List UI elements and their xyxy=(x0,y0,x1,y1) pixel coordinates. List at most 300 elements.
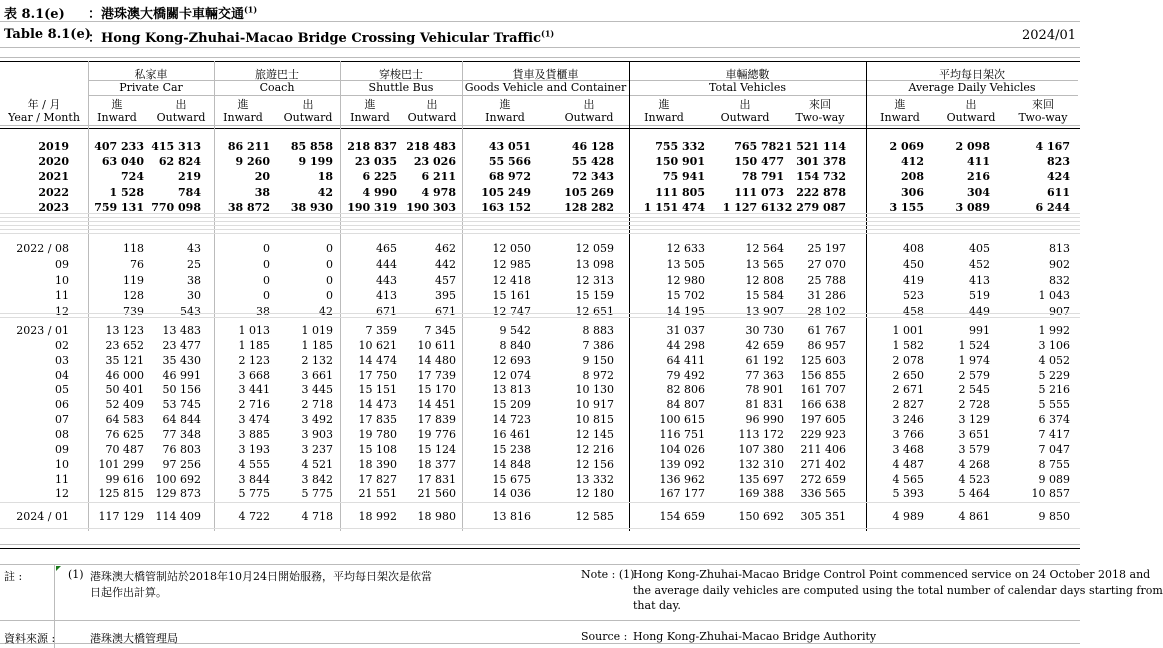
table-cell: 23 026 xyxy=(413,155,456,169)
table-cell: 902 xyxy=(1049,257,1070,271)
table-cell: 4 487 xyxy=(892,457,924,471)
table-cell: 75 941 xyxy=(662,170,705,184)
table-cell: 759 131 xyxy=(94,200,144,214)
table-cell: 38 872 xyxy=(227,200,270,214)
table-cell: 222 878 xyxy=(796,185,846,199)
table-cell: 17 827 xyxy=(358,472,397,486)
table-cell: 18 377 xyxy=(417,457,456,471)
table-cell: 132 310 xyxy=(738,457,784,471)
sub-header-zh: 進 xyxy=(499,98,511,111)
table-cell: 2 098 xyxy=(955,140,990,153)
table-cell: 8 883 xyxy=(582,324,614,337)
sub-header-zh: 出 xyxy=(426,98,438,111)
source-label-zh: 資料來源 : xyxy=(4,632,56,645)
table-cell: 6 374 xyxy=(1038,413,1070,427)
sub-header-en: Inward xyxy=(97,111,137,124)
table-cell: 167 177 xyxy=(659,487,705,501)
table-cell: 28 102 xyxy=(807,305,846,319)
row-label: 2020 xyxy=(38,155,69,169)
table-cell: 450 xyxy=(903,257,924,271)
table-cell: 5 216 xyxy=(1038,383,1070,397)
table-cell: 218 483 xyxy=(406,140,456,153)
table-cell: 1 001 xyxy=(892,324,924,337)
table-cell: 301 378 xyxy=(796,155,846,169)
table-title-zh: ：港珠澳大橋關卡車輛交通$^{(1)}$ xyxy=(88,4,258,22)
table-cell: 4 555 xyxy=(238,457,270,471)
row-label: 12 xyxy=(55,305,69,319)
table-cell: 7 386 xyxy=(582,338,614,352)
table-cell: 5 464 xyxy=(958,487,990,501)
sub-header-en: Two-way xyxy=(795,111,845,124)
table-cell: 208 xyxy=(901,170,924,184)
table-cell: 457 xyxy=(435,273,456,287)
sub-header-zh: 進 xyxy=(658,98,670,111)
table-cell: 38 xyxy=(254,185,270,199)
table-cell: 1 185 xyxy=(301,338,333,352)
table-cell: 23 652 xyxy=(105,338,144,352)
table-cell: 166 638 xyxy=(800,398,846,412)
table-cell: 1 019 xyxy=(301,324,333,337)
table-cell: 3 766 xyxy=(892,427,924,441)
row-label: 03 xyxy=(55,353,69,367)
row-label: 2023 xyxy=(38,200,69,214)
table-cell: 10 917 xyxy=(575,398,614,412)
table-cell: 139 092 xyxy=(659,457,705,471)
table-cell: 13 332 xyxy=(575,472,614,486)
row-label: 2021 xyxy=(38,170,69,184)
table-cell: 13 505 xyxy=(666,257,705,271)
table-cell: 211 406 xyxy=(800,442,846,456)
group-header-zh: 穿梭巴士 xyxy=(379,68,423,81)
table-cell: 81 831 xyxy=(745,398,784,412)
table-cell: 150 477 xyxy=(734,155,784,169)
table-cell: 12 980 xyxy=(666,273,705,287)
table-cell: 50 401 xyxy=(105,383,144,397)
table-cell: 2 716 xyxy=(238,398,270,412)
table-cell: 113 172 xyxy=(738,427,784,441)
table-cell: 1 974 xyxy=(958,353,990,367)
row-label: 06 xyxy=(55,398,69,412)
table-cell: 14 723 xyxy=(492,413,531,427)
sub-header-zh: 出 xyxy=(302,98,314,111)
table-cell: 161 707 xyxy=(800,383,846,397)
table-cell: 68 972 xyxy=(488,170,531,184)
table-cell: 611 xyxy=(1047,185,1070,199)
note-text-zh-2: 日起作出計算。 xyxy=(90,586,167,599)
table-cell: 724 xyxy=(121,170,144,184)
table-cell: 27 070 xyxy=(807,257,846,271)
table-cell: 100 692 xyxy=(155,472,201,486)
table-cell: 21 560 xyxy=(417,487,456,501)
table-cell: 272 659 xyxy=(800,472,846,486)
table-cell: 2 671 xyxy=(892,383,924,397)
group-header-zh: 私家車 xyxy=(134,68,168,81)
table-cell: 1 524 xyxy=(958,338,990,352)
table-cell: 86 957 xyxy=(807,338,846,352)
table-cell: 154 659 xyxy=(659,510,705,523)
table-cell: 77 348 xyxy=(162,427,201,441)
table-cell: 6 211 xyxy=(421,170,456,184)
table-cell: 105 269 xyxy=(564,185,614,199)
table-cell: 12 059 xyxy=(575,242,614,255)
table-cell: 9 260 xyxy=(235,155,270,169)
sub-header-zh: 出 xyxy=(739,98,751,111)
row-label: 12 xyxy=(55,487,69,501)
table-cell: 190 319 xyxy=(347,200,397,214)
row-label: 09 xyxy=(55,257,69,271)
period-header-zh: 年 / 月 xyxy=(27,98,61,111)
table-cell: 413 xyxy=(969,273,990,287)
table-cell: 1 185 xyxy=(238,338,270,352)
table-cell: 150 901 xyxy=(655,155,705,169)
table-cell: 169 388 xyxy=(738,487,784,501)
table-cell: 17 831 xyxy=(417,472,456,486)
table-cell: 543 xyxy=(180,305,201,319)
sub-header-en: Outward xyxy=(283,111,333,124)
table-cell: 163 152 xyxy=(481,200,531,214)
table-cell: 3 492 xyxy=(301,413,333,427)
table-cell: 1 013 xyxy=(238,324,270,337)
table-cell: 4 523 xyxy=(958,472,990,486)
table-cell: 0 xyxy=(326,273,333,287)
table-cell: 12 693 xyxy=(492,353,531,367)
table-cell: 443 xyxy=(376,273,397,287)
row-label: 07 xyxy=(55,413,69,427)
table-cell: 5 775 xyxy=(238,487,270,501)
table-cell: 3 844 xyxy=(238,472,270,486)
table-cell: 4 052 xyxy=(1038,353,1070,367)
table-cell: 7 047 xyxy=(1038,442,1070,456)
sub-header-en: Outward xyxy=(720,111,770,124)
table-label-zh: 表 8.1(e) xyxy=(4,7,65,22)
table-cell: 25 788 xyxy=(807,273,846,287)
table-cell: 9 150 xyxy=(582,353,614,367)
row-label: 09 xyxy=(55,442,69,456)
table-cell: 35 430 xyxy=(162,353,201,367)
note-text-en-1: Hong Kong-Zhuhai-Macao Bridge Control Point commenced service on 24 October 2018 and xyxy=(633,568,1151,581)
table-cell: 14 480 xyxy=(417,353,456,367)
table-cell: 1 528 xyxy=(109,185,144,199)
table-cell: 12 633 xyxy=(666,242,705,255)
table-cell: 53 745 xyxy=(162,398,201,412)
source-text-zh: 港珠澳大橋管理局 xyxy=(90,632,178,645)
table-cell: 2 078 xyxy=(892,353,924,367)
table-cell: 411 xyxy=(967,155,990,169)
table-cell: 13 816 xyxy=(492,510,531,523)
table-cell: 6 225 xyxy=(362,170,397,184)
table-cell: 10 130 xyxy=(575,383,614,397)
table-cell: 84 807 xyxy=(666,398,705,412)
table-cell: 412 xyxy=(901,155,924,169)
table-cell: 13 907 xyxy=(745,305,784,319)
table-cell: 5 229 xyxy=(1038,368,1070,382)
row-label: 08 xyxy=(55,427,69,441)
table-cell: 755 332 xyxy=(655,140,705,153)
table-cell: 458 xyxy=(903,305,924,319)
table-cell: 442 xyxy=(435,257,456,271)
table-cell: 3 246 xyxy=(892,413,924,427)
sub-header-zh: 出 xyxy=(583,98,595,111)
sub-header-zh: 進 xyxy=(894,98,906,111)
table-cell: 9 542 xyxy=(499,324,531,337)
table-cell: 305 351 xyxy=(800,510,846,523)
table-cell: 2 650 xyxy=(892,368,924,382)
table-cell: 8 840 xyxy=(499,338,531,352)
table-cell: 13 813 xyxy=(492,383,531,397)
sub-header-zh: 進 xyxy=(237,98,249,111)
table-cell: 2 069 xyxy=(889,140,924,153)
row-label: 2019 xyxy=(38,140,69,153)
table-cell: 12 651 xyxy=(575,305,614,319)
table-cell: 64 411 xyxy=(666,353,705,367)
table-cell: 739 xyxy=(123,305,144,319)
table-cell: 15 124 xyxy=(417,442,456,456)
table-cell: 671 xyxy=(376,305,397,319)
table-cell: 23 035 xyxy=(354,155,397,169)
table-cell: 12 747 xyxy=(492,305,531,319)
group-header-en: Shuttle Bus xyxy=(368,81,434,94)
sub-header-zh: 出 xyxy=(175,98,187,111)
table-cell: 5 555 xyxy=(1038,398,1070,412)
table-cell: 15 209 xyxy=(492,398,531,412)
table-cell: 770 098 xyxy=(151,200,201,214)
table-cell: 13 123 xyxy=(105,324,144,337)
table-cell: 3 579 xyxy=(958,442,990,456)
period-header-en: Year / Month xyxy=(8,111,80,124)
table-cell: 765 782 xyxy=(734,140,784,153)
table-cell: 44 298 xyxy=(666,338,705,352)
table-cell: 12 050 xyxy=(492,242,531,255)
table-cell: 2 579 xyxy=(958,368,990,382)
table-cell: 12 216 xyxy=(575,442,614,456)
table-cell: 12 313 xyxy=(575,273,614,287)
table-cell: 832 xyxy=(1049,273,1070,287)
table-cell: 9 850 xyxy=(1038,510,1070,523)
table-cell: 15 161 xyxy=(492,289,531,303)
table-cell: 10 815 xyxy=(575,413,614,427)
table-cell: 6 244 xyxy=(1035,200,1070,214)
table-cell: 61 767 xyxy=(807,324,846,337)
table-cell: 4 268 xyxy=(958,457,990,471)
table-cell: 129 873 xyxy=(155,487,201,501)
table-cell: 82 806 xyxy=(666,383,705,397)
table-cell: 18 xyxy=(317,170,333,184)
sub-header-en: Outward xyxy=(156,111,206,124)
table-cell: 2 545 xyxy=(958,383,990,397)
table-cell: 424 xyxy=(1047,170,1070,184)
table-cell: 100 615 xyxy=(659,413,705,427)
table-cell: 3 193 xyxy=(238,442,270,456)
group-header-en: Private Car xyxy=(119,81,183,94)
table-cell: 30 xyxy=(187,289,201,303)
table-cell: 405 xyxy=(969,242,990,255)
table-cell: 15 159 xyxy=(575,289,614,303)
table-cell: 101 299 xyxy=(98,457,144,471)
table-cell: 15 151 xyxy=(358,383,397,397)
table-cell: 15 238 xyxy=(492,442,531,456)
table-cell: 413 xyxy=(376,289,397,303)
table-cell: 46 991 xyxy=(162,368,201,382)
table-cell: 13 483 xyxy=(162,324,201,337)
group-header-zh: 平均每日架次 xyxy=(939,68,1005,81)
sub-header-zh: 進 xyxy=(111,98,123,111)
group-header-zh: 貨車及貨櫃車 xyxy=(512,68,579,81)
table-cell: 3 474 xyxy=(238,413,270,427)
sub-header-zh: 出 xyxy=(965,98,977,111)
table-cell: 30 730 xyxy=(745,324,784,337)
table-cell: 0 xyxy=(263,273,270,287)
table-cell: 449 xyxy=(969,305,990,319)
table-cell: 12 074 xyxy=(492,368,531,382)
table-cell: 4 521 xyxy=(301,457,333,471)
row-label: 2022 / 08 xyxy=(16,242,69,255)
group-header-en: Total Vehicles xyxy=(709,81,786,94)
table-cell: 61 192 xyxy=(745,353,784,367)
table-cell: 31 037 xyxy=(666,324,705,337)
table-cell: 0 xyxy=(326,289,333,303)
row-label: 2022 xyxy=(38,185,69,199)
table-cell: 18 992 xyxy=(358,510,397,523)
sub-header-en: Outward xyxy=(946,111,996,124)
table-cell: 4 861 xyxy=(958,510,990,523)
table-cell: 76 xyxy=(130,257,144,271)
table-cell: 55 428 xyxy=(571,155,614,169)
table-cell: 1 151 474 xyxy=(643,200,705,214)
table-cell: 3 445 xyxy=(301,383,333,397)
table-cell: 14 473 xyxy=(358,398,397,412)
table-cell: 13 565 xyxy=(745,257,784,271)
table-cell: 1 992 xyxy=(1038,324,1070,337)
table-cell: 0 xyxy=(326,257,333,271)
table-cell: 3 842 xyxy=(301,472,333,486)
table-cell: 9 199 xyxy=(298,155,333,169)
sub-header-en: Inward xyxy=(644,111,684,124)
table-cell: 10 621 xyxy=(358,338,397,352)
sub-header-en: Inward xyxy=(223,111,263,124)
table-cell: 784 xyxy=(178,185,201,199)
table-cell: 70 487 xyxy=(105,442,144,456)
table-cell: 128 282 xyxy=(564,200,614,214)
table-cell: 76 803 xyxy=(162,442,201,456)
table-cell: 31 286 xyxy=(807,289,846,303)
table-cell: 17 750 xyxy=(358,368,397,382)
table-cell: 150 692 xyxy=(738,510,784,523)
sub-header-en: Inward xyxy=(350,111,390,124)
table-cell: 12 180 xyxy=(575,487,614,501)
table-cell: 3 441 xyxy=(238,383,270,397)
table-cell: 415 313 xyxy=(151,140,201,153)
table-cell: 35 121 xyxy=(105,353,144,367)
table-cell: 64 844 xyxy=(162,413,201,427)
table-cell: 306 xyxy=(901,185,924,199)
table-cell: 7 345 xyxy=(424,324,456,337)
group-header-zh: 車輛總數 xyxy=(725,68,770,81)
table-cell: 407 233 xyxy=(94,140,144,153)
table-cell: 77 363 xyxy=(745,368,784,382)
table-cell: 671 xyxy=(435,305,456,319)
table-cell: 21 551 xyxy=(358,487,397,501)
table-cell: 3 668 xyxy=(238,368,270,382)
table-cell: 3 885 xyxy=(238,427,270,441)
table-cell: 86 211 xyxy=(227,140,270,153)
table-cell: 99 616 xyxy=(105,472,144,486)
table-cell: 76 625 xyxy=(105,427,144,441)
row-label: 10 xyxy=(55,273,69,287)
table-cell: 154 732 xyxy=(796,170,846,184)
table-cell: 12 808 xyxy=(745,273,784,287)
table-cell: 125 603 xyxy=(800,353,846,367)
table-cell: 229 923 xyxy=(800,427,846,441)
table-cell: 3 237 xyxy=(301,442,333,456)
group-header-en: Average Daily Vehicles xyxy=(908,81,1036,94)
table-cell: 0 xyxy=(263,289,270,303)
table-cell: 64 583 xyxy=(105,413,144,427)
table-cell: 465 xyxy=(376,242,397,255)
table-cell: 78 791 xyxy=(741,170,784,184)
table-cell: 3 089 xyxy=(955,200,990,214)
table-cell: 16 461 xyxy=(492,427,531,441)
table-cell: 55 566 xyxy=(488,155,531,169)
group-header-zh: 旅遊巴士 xyxy=(255,68,299,81)
table-cell: 8 972 xyxy=(582,368,614,382)
table-cell: 14 036 xyxy=(492,487,531,501)
table-cell: 125 815 xyxy=(98,487,144,501)
table-cell: 271 402 xyxy=(800,457,846,471)
table-cell: 12 564 xyxy=(745,242,784,255)
table-cell: 15 170 xyxy=(417,383,456,397)
table-cell: 13 098 xyxy=(575,257,614,271)
table-cell: 25 197 xyxy=(807,242,846,255)
note-label-zh: 註 : xyxy=(4,570,23,583)
table-cell: 42 xyxy=(317,185,333,199)
table-cell: 3 155 xyxy=(889,200,924,214)
table-title-en: ：Hong Kong-Zhuhai-Macao Bridge Crossing Vehicular Traffic$^{(1)}$ xyxy=(88,28,555,46)
table-cell: 14 848 xyxy=(492,457,531,471)
table-cell: 813 xyxy=(1049,242,1070,255)
source-label-en: Source : xyxy=(581,630,628,643)
note-text-en-2: the average daily vehicles are computed using the total number of calendar days starting from xyxy=(633,584,1163,597)
table-cell: 8 755 xyxy=(1038,457,1070,471)
table-cell: 2 279 087 xyxy=(784,200,846,214)
table-cell: 197 605 xyxy=(800,413,846,427)
table-cell: 156 855 xyxy=(800,368,846,382)
table-cell: 4 722 xyxy=(238,510,270,523)
sub-header-zh: 進 xyxy=(364,98,376,111)
table-cell: 14 474 xyxy=(358,353,397,367)
table-cell: 519 xyxy=(969,289,990,303)
table-cell: 17 739 xyxy=(417,368,456,382)
table-cell: 4 990 xyxy=(362,185,397,199)
table-cell: 0 xyxy=(263,257,270,271)
table-cell: 216 xyxy=(967,170,990,184)
sub-header-en: Two-way xyxy=(1018,111,1068,124)
table-cell: 0 xyxy=(326,242,333,255)
table-cell: 9 089 xyxy=(1038,472,1070,486)
table-cell: 17 835 xyxy=(358,413,397,427)
table-cell: 1 043 xyxy=(1038,289,1070,303)
sub-header-en: Inward xyxy=(485,111,525,124)
table-cell: 3 651 xyxy=(958,427,990,441)
table-cell: 38 930 xyxy=(290,200,333,214)
comment-marker xyxy=(56,566,61,571)
table-cell: 5 775 xyxy=(301,487,333,501)
table-cell: 4 989 xyxy=(892,510,924,523)
table-cell: 304 xyxy=(967,185,990,199)
table-cell: 111 805 xyxy=(655,185,705,199)
table-cell: 85 858 xyxy=(290,140,333,153)
table-cell: 2 718 xyxy=(301,398,333,412)
row-label: 11 xyxy=(55,289,69,303)
